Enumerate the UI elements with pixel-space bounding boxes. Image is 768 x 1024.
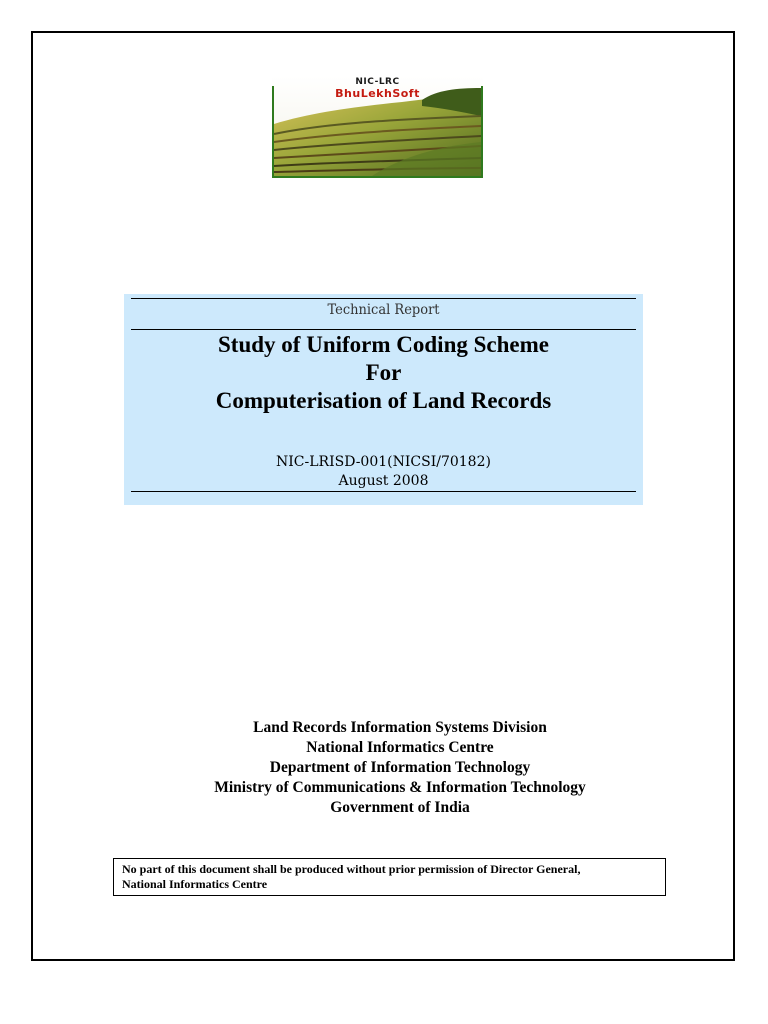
report-date: August 2008 (338, 473, 429, 489)
copyright-notice (113, 858, 666, 896)
report-title-line: Computerisation of Land Records (215, 388, 552, 413)
report-title-line: For (365, 360, 402, 385)
publisher-block (60, 718, 740, 818)
report-code: NIC-LRISD-001(NICSI/70182) (276, 454, 491, 470)
notice-line: No part of this document shall be produced without prior permission of Director General, (122, 862, 581, 876)
centre-name: National Informatics Centre (306, 739, 494, 756)
report-type-label: Technical Report (327, 302, 440, 318)
ministry-name: Ministry of Communications & Information Technology (214, 779, 586, 796)
division-name: Land Records Information Systems Division (253, 719, 547, 736)
bhulekhsoft-logo (272, 76, 483, 178)
logo-org-text: NIC-LRC (355, 77, 400, 87)
bottom-divider (131, 491, 636, 492)
report-title-line: Study of Uniform Coding Scheme (218, 332, 549, 357)
report-title (124, 331, 643, 415)
department-name: Department of Information Technology (269, 759, 531, 776)
logo-product-text: BhuLekhSoft (335, 87, 420, 100)
government-name: Government of India (330, 799, 470, 816)
middle-divider (131, 329, 636, 330)
notice-line: National Informatics Centre (122, 877, 268, 891)
top-divider (131, 298, 636, 299)
report-title-panel (124, 294, 643, 505)
